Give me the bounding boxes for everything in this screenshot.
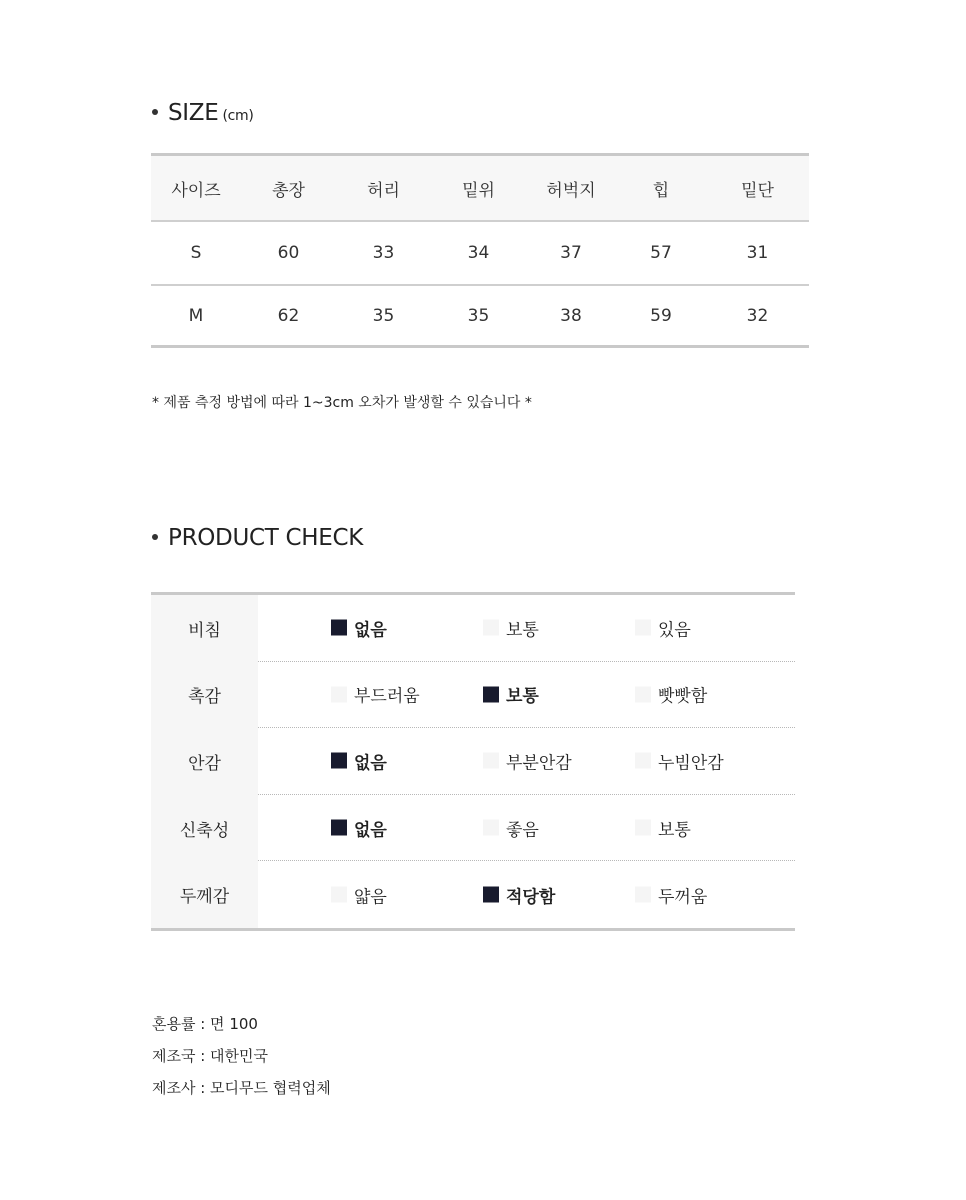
check-options [258, 795, 795, 862]
size-cell: 34 [467, 243, 490, 263]
check-option-label: 없음 [354, 620, 387, 641]
size-cell: 35 [372, 305, 395, 326]
unchecked-box-icon [331, 686, 347, 702]
check-option [635, 748, 724, 773]
unchecked-box-icon [635, 753, 651, 769]
checked-box-icon [483, 686, 499, 702]
size-table-header [151, 156, 809, 220]
header-cell: 사이즈 [171, 180, 221, 201]
check-option-label: 있음 [658, 620, 691, 641]
unchecked-box-icon [483, 753, 499, 769]
unchecked-box-icon [483, 820, 499, 836]
check-row [151, 662, 795, 729]
check-label: 촉감 [151, 662, 258, 729]
check-option-label: 빳빳함 [658, 686, 708, 707]
check-option [483, 815, 539, 840]
header-cell: 총장 [272, 180, 305, 201]
check-label: 두께감 [151, 861, 258, 928]
check-row [151, 595, 795, 662]
check-options [258, 662, 795, 729]
check-option-label: 보통 [506, 620, 539, 641]
checked-box-icon [331, 820, 347, 836]
check-option-label: 좋음 [506, 820, 539, 841]
check-option-selected [331, 748, 387, 773]
header-cell: 밑위 [462, 180, 495, 201]
check-options [258, 861, 795, 928]
header-cell: 허리 [367, 180, 400, 201]
size-cell: 35 [467, 305, 490, 326]
check-option [635, 815, 691, 840]
product-check-title [152, 525, 363, 551]
check-option-selected [483, 882, 555, 907]
check-option-label: 누빔안감 [658, 753, 724, 774]
size-title-text: SIZE [168, 100, 219, 126]
size-section-title [152, 100, 254, 126]
check-option-label: 얇음 [354, 887, 387, 908]
checked-box-icon [331, 620, 347, 636]
size-unit: (cm) [222, 108, 254, 124]
size-cell: 37 [560, 243, 582, 263]
size-cell: 60 [277, 243, 300, 263]
check-label: 안감 [151, 728, 258, 795]
table-row [151, 284, 809, 348]
check-row [151, 861, 795, 928]
size-cell: 32 [746, 305, 769, 326]
size-note: * 제품 측정 방법에 따라 1~3cm 오차가 발생할 수 있습니다 * [152, 395, 532, 411]
size-cell: 59 [650, 305, 672, 326]
check-option [483, 748, 572, 773]
manufacturer-text: 제조사 : 모디무드 협력업체 [152, 1079, 331, 1097]
size-cell: 57 [650, 243, 672, 263]
check-option [331, 682, 420, 707]
size-cell: M [188, 305, 204, 326]
size-table [151, 153, 809, 348]
check-options [258, 728, 795, 795]
size-cell: 62 [277, 305, 300, 326]
check-option-label: 적당함 [506, 887, 556, 908]
check-option-label: 보통 [658, 820, 691, 841]
bullet-icon [152, 109, 158, 115]
unchecked-box-icon [331, 887, 347, 903]
check-row [151, 728, 795, 795]
check-option-label: 없음 [354, 820, 387, 841]
check-option-label: 없음 [354, 753, 387, 774]
size-cell: 33 [372, 243, 395, 263]
bullet-icon [152, 534, 158, 540]
check-option-selected [331, 815, 387, 840]
composition-text: 혼용률 : 면 100 [152, 1015, 258, 1033]
unchecked-box-icon [483, 620, 499, 636]
check-option [483, 615, 539, 640]
size-cell: 31 [746, 243, 769, 263]
check-option-selected [483, 682, 539, 707]
check-option-label: 부분안감 [506, 753, 572, 774]
check-option [635, 882, 707, 907]
product-check-table [151, 592, 795, 931]
check-option-selected [331, 615, 387, 640]
country-text: 제조국 : 대한민국 [152, 1047, 269, 1065]
size-cell: S [190, 243, 202, 263]
unchecked-box-icon [635, 887, 651, 903]
check-row [151, 795, 795, 862]
check-option-label: 두꺼움 [658, 887, 708, 908]
checked-box-icon [331, 753, 347, 769]
table-row [151, 220, 809, 284]
check-options [258, 595, 795, 662]
check-title-text: PRODUCT CHECK [168, 525, 364, 551]
check-option [635, 615, 691, 640]
header-cell: 허벅지 [546, 180, 596, 201]
check-option-label: 보통 [506, 686, 539, 707]
size-cell: 38 [560, 305, 582, 326]
check-option [635, 682, 707, 707]
material-info [152, 1008, 331, 1104]
check-label: 신축성 [151, 795, 258, 862]
unchecked-box-icon [635, 620, 651, 636]
header-cell: 밑단 [741, 180, 774, 201]
header-cell: 힙 [652, 180, 670, 201]
check-option-label: 부드러움 [354, 686, 420, 707]
check-label: 비침 [151, 595, 258, 662]
unchecked-box-icon [635, 820, 651, 836]
unchecked-box-icon [635, 686, 651, 702]
checked-box-icon [483, 887, 499, 903]
check-option [331, 882, 387, 907]
